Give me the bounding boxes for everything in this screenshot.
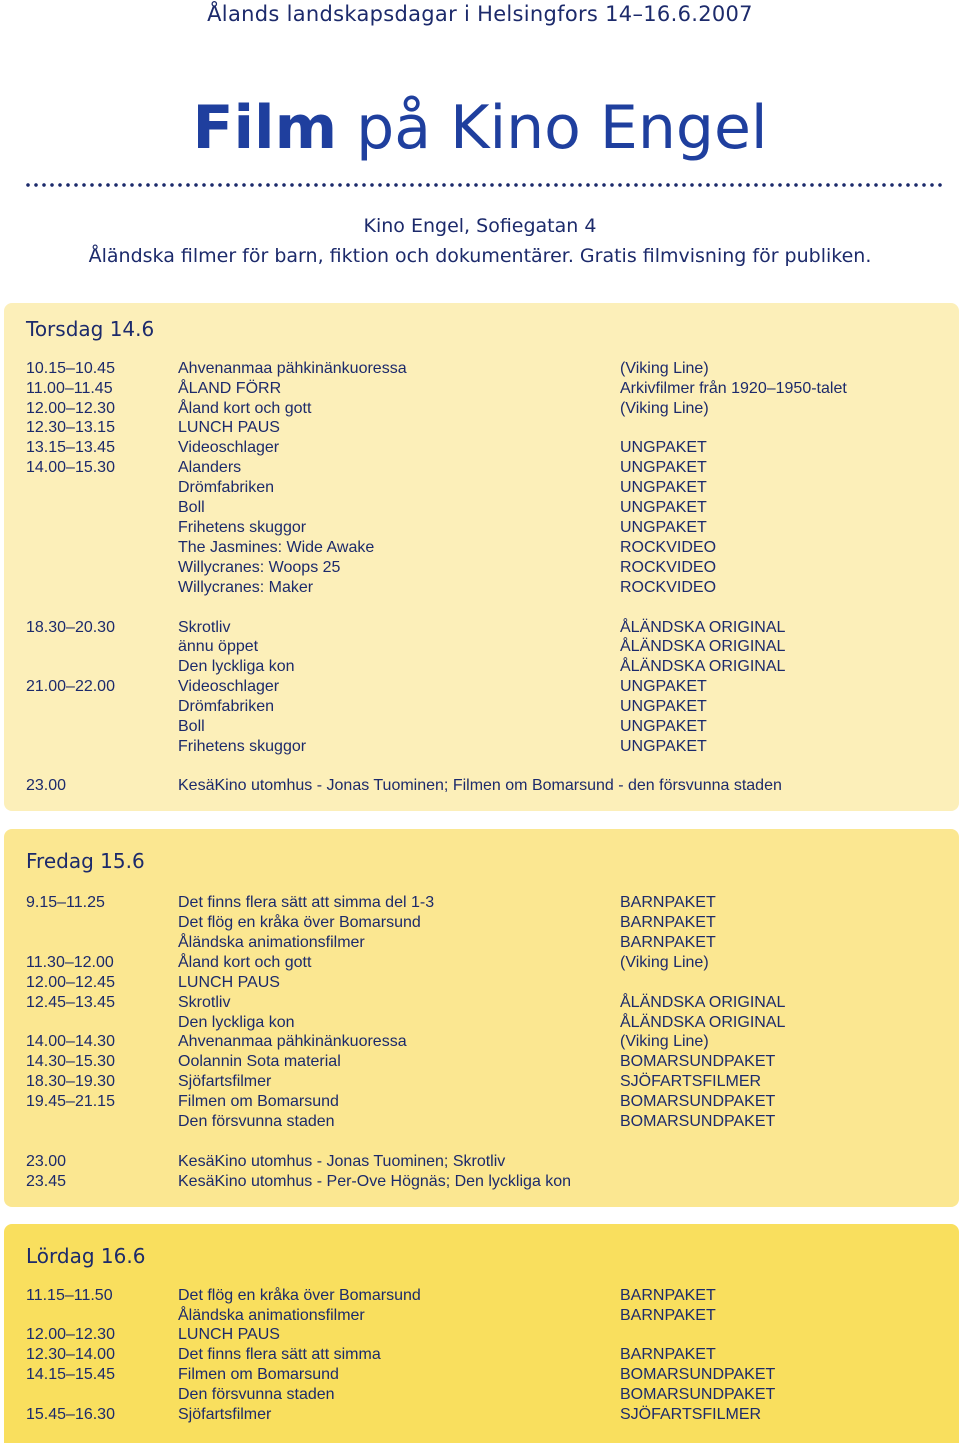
category: ÅLÄNDSKA ORIGINAL	[620, 619, 786, 636]
time: 14.15–15.45	[26, 1366, 115, 1383]
film-title: Det flög en kråka över Bomarsund	[178, 914, 421, 931]
category: (Viking Line)	[620, 954, 709, 971]
film-title: Filmen om Bomarsund	[178, 1366, 339, 1383]
film-title: Skrotliv	[178, 619, 231, 636]
category: BARNPAKET	[620, 934, 716, 951]
film-title: LUNCH PAUS	[178, 974, 280, 991]
film-title: Boll	[178, 718, 205, 735]
page-title-bold: Film	[192, 93, 338, 163]
film-title: Drömfabriken	[178, 698, 275, 715]
film-title: Den försvunna staden	[178, 1113, 335, 1130]
category: UNGPAKET	[620, 499, 707, 516]
film-title: Videoschlager	[178, 439, 280, 456]
film-title: Oolannin Sota material	[178, 1053, 341, 1070]
film-title: Det finns flera sätt att simma del 1-3	[178, 894, 435, 911]
film-title: Det finns flera sätt att simma	[178, 1346, 381, 1363]
film-title: Den lyckliga kon	[178, 658, 295, 675]
category: ROCKVIDEO	[620, 579, 717, 596]
film-title: Alanders	[178, 459, 242, 476]
category: SJÖFARTSFILMER	[620, 1073, 762, 1090]
film-title: Boll	[178, 499, 205, 516]
time: 11.00–11.45	[26, 380, 113, 397]
film-title: Åländska animationsfilmer	[178, 1307, 365, 1324]
time: 14.00–15.30	[26, 459, 115, 476]
category: SJÖFARTSFILMER	[620, 1406, 762, 1423]
page-title	[0, 88, 960, 168]
category: BOMARSUNDPAKET	[620, 1053, 776, 1070]
category: UNGPAKET	[620, 718, 707, 735]
category: UNGPAKET	[620, 459, 707, 476]
time: 11.15–11.50	[26, 1287, 113, 1304]
film-title: Åland kort och gott	[178, 954, 312, 971]
category: (Viking Line)	[620, 360, 709, 377]
category: BOMARSUNDPAKET	[620, 1093, 776, 1110]
venue-address: Kino Engel, Sofiegatan 4	[363, 215, 597, 237]
time: 21.00–22.00	[26, 678, 115, 695]
category: BARNPAKET	[620, 914, 716, 931]
day-heading: Torsdag 14.6	[26, 317, 155, 341]
day-panel-thursday	[4, 303, 959, 811]
day-heading: Fredag 15.6	[26, 849, 145, 873]
film-title: KesäKino utomhus - Jonas Tuominen; Skrotliv	[178, 1153, 506, 1170]
category: ÅLÄNDSKA ORIGINAL	[620, 638, 786, 655]
category: UNGPAKET	[620, 698, 707, 715]
time: 12.00–12.45	[26, 974, 115, 991]
category: BARNPAKET	[620, 894, 716, 911]
category: UNGPAKET	[620, 678, 707, 695]
film-title: Skrotliv	[178, 994, 231, 1011]
time: 18.30–19.30	[26, 1073, 115, 1090]
time: 23.00	[26, 777, 67, 794]
category: BOMARSUNDPAKET	[620, 1366, 776, 1383]
film-title: Ahvenanmaa pähkinänkuoressa	[178, 1033, 407, 1050]
category: BOMARSUNDPAKET	[620, 1386, 776, 1403]
film-title: The Jasmines: Wide Awake	[178, 539, 375, 556]
time: 23.00	[26, 1153, 67, 1170]
category: Arkivfilmer från 1920–1950-talet	[620, 380, 847, 397]
film-title: ännu öppet	[178, 638, 259, 655]
time: 19.45–21.15	[26, 1093, 115, 1110]
time: 12.00–12.30	[26, 400, 115, 417]
category: (Viking Line)	[620, 400, 709, 417]
film-title: Den försvunna staden	[178, 1386, 335, 1403]
time: 12.30–14.00	[26, 1346, 115, 1363]
film-title: Sjöfartsfilmer	[178, 1073, 272, 1090]
time: 13.15–13.45	[26, 439, 115, 456]
category: BOMARSUNDPAKET	[620, 1113, 776, 1130]
film-title: KesäKino utomhus - Jonas Tuominen; Filmen om Bomarsund - den försvunna staden	[178, 777, 782, 794]
film-title: Det flög en kråka över Bomarsund	[178, 1287, 421, 1304]
category: BARNPAKET	[620, 1346, 716, 1363]
film-title: LUNCH PAUS	[178, 1326, 280, 1343]
film-title: Sjöfartsfilmer	[178, 1406, 272, 1423]
film-title: Åland kort och gott	[178, 400, 312, 417]
day-panel-friday	[4, 829, 959, 1207]
program-description: Åländska filmer för barn, fiktion och dokumentärer. Gratis filmvisning för publiken.	[88, 245, 872, 267]
category: (Viking Line)	[620, 1033, 709, 1050]
dotted-divider	[24, 182, 942, 188]
film-title: KesäKino utomhus - Per-Ove Högnäs; Den lyckliga kon	[178, 1173, 572, 1190]
category: UNGPAKET	[620, 519, 707, 536]
page-title-light: på Kino Engel	[356, 93, 768, 163]
film-title: Drömfabriken	[178, 479, 275, 496]
day-heading: Lördag 16.6	[26, 1244, 146, 1268]
category: BARNPAKET	[620, 1287, 716, 1304]
time: 23.45	[26, 1173, 67, 1190]
time: 18.30–20.30	[26, 619, 115, 636]
category: BARNPAKET	[620, 1307, 716, 1324]
category: UNGPAKET	[620, 479, 707, 496]
time: 12.30–13.15	[26, 419, 115, 436]
film-title: Willycranes: Woops 25	[178, 559, 341, 576]
film-title: Filmen om Bomarsund	[178, 1093, 339, 1110]
time: 9.15–11.25	[26, 894, 105, 911]
time: 15.45–16.30	[26, 1406, 115, 1423]
time: 10.15–10.45	[26, 360, 115, 377]
category: ÅLÄNDSKA ORIGINAL	[620, 994, 786, 1011]
film-title: Frihetens skuggor	[178, 519, 307, 536]
film-title: ÅLAND FÖRR	[178, 380, 282, 397]
film-title: Ahvenanmaa pähkinänkuoressa	[178, 360, 407, 377]
time: 12.45–13.45	[26, 994, 115, 1011]
category: ROCKVIDEO	[620, 539, 717, 556]
event-title: Ålands landskapsdagar i Helsingfors 14–16.6.2007	[207, 2, 753, 26]
film-title: Willycranes: Maker	[178, 579, 314, 596]
film-title: Videoschlager	[178, 678, 280, 695]
category: UNGPAKET	[620, 738, 707, 755]
category: UNGPAKET	[620, 439, 707, 456]
time: 14.00–14.30	[26, 1033, 115, 1050]
film-title: Åländska animationsfilmer	[178, 934, 365, 951]
time: 12.00–12.30	[26, 1326, 115, 1343]
day-panel-saturday	[4, 1224, 959, 1443]
category: ROCKVIDEO	[620, 559, 717, 576]
category: ÅLÄNDSKA ORIGINAL	[620, 658, 786, 675]
time: 11.30–12.00	[26, 954, 114, 971]
film-title: Den lyckliga kon	[178, 1014, 295, 1031]
category: ÅLÄNDSKA ORIGINAL	[620, 1014, 786, 1031]
time: 14.30–15.30	[26, 1053, 115, 1070]
film-title: Frihetens skuggor	[178, 738, 307, 755]
film-title: LUNCH PAUS	[178, 419, 280, 436]
